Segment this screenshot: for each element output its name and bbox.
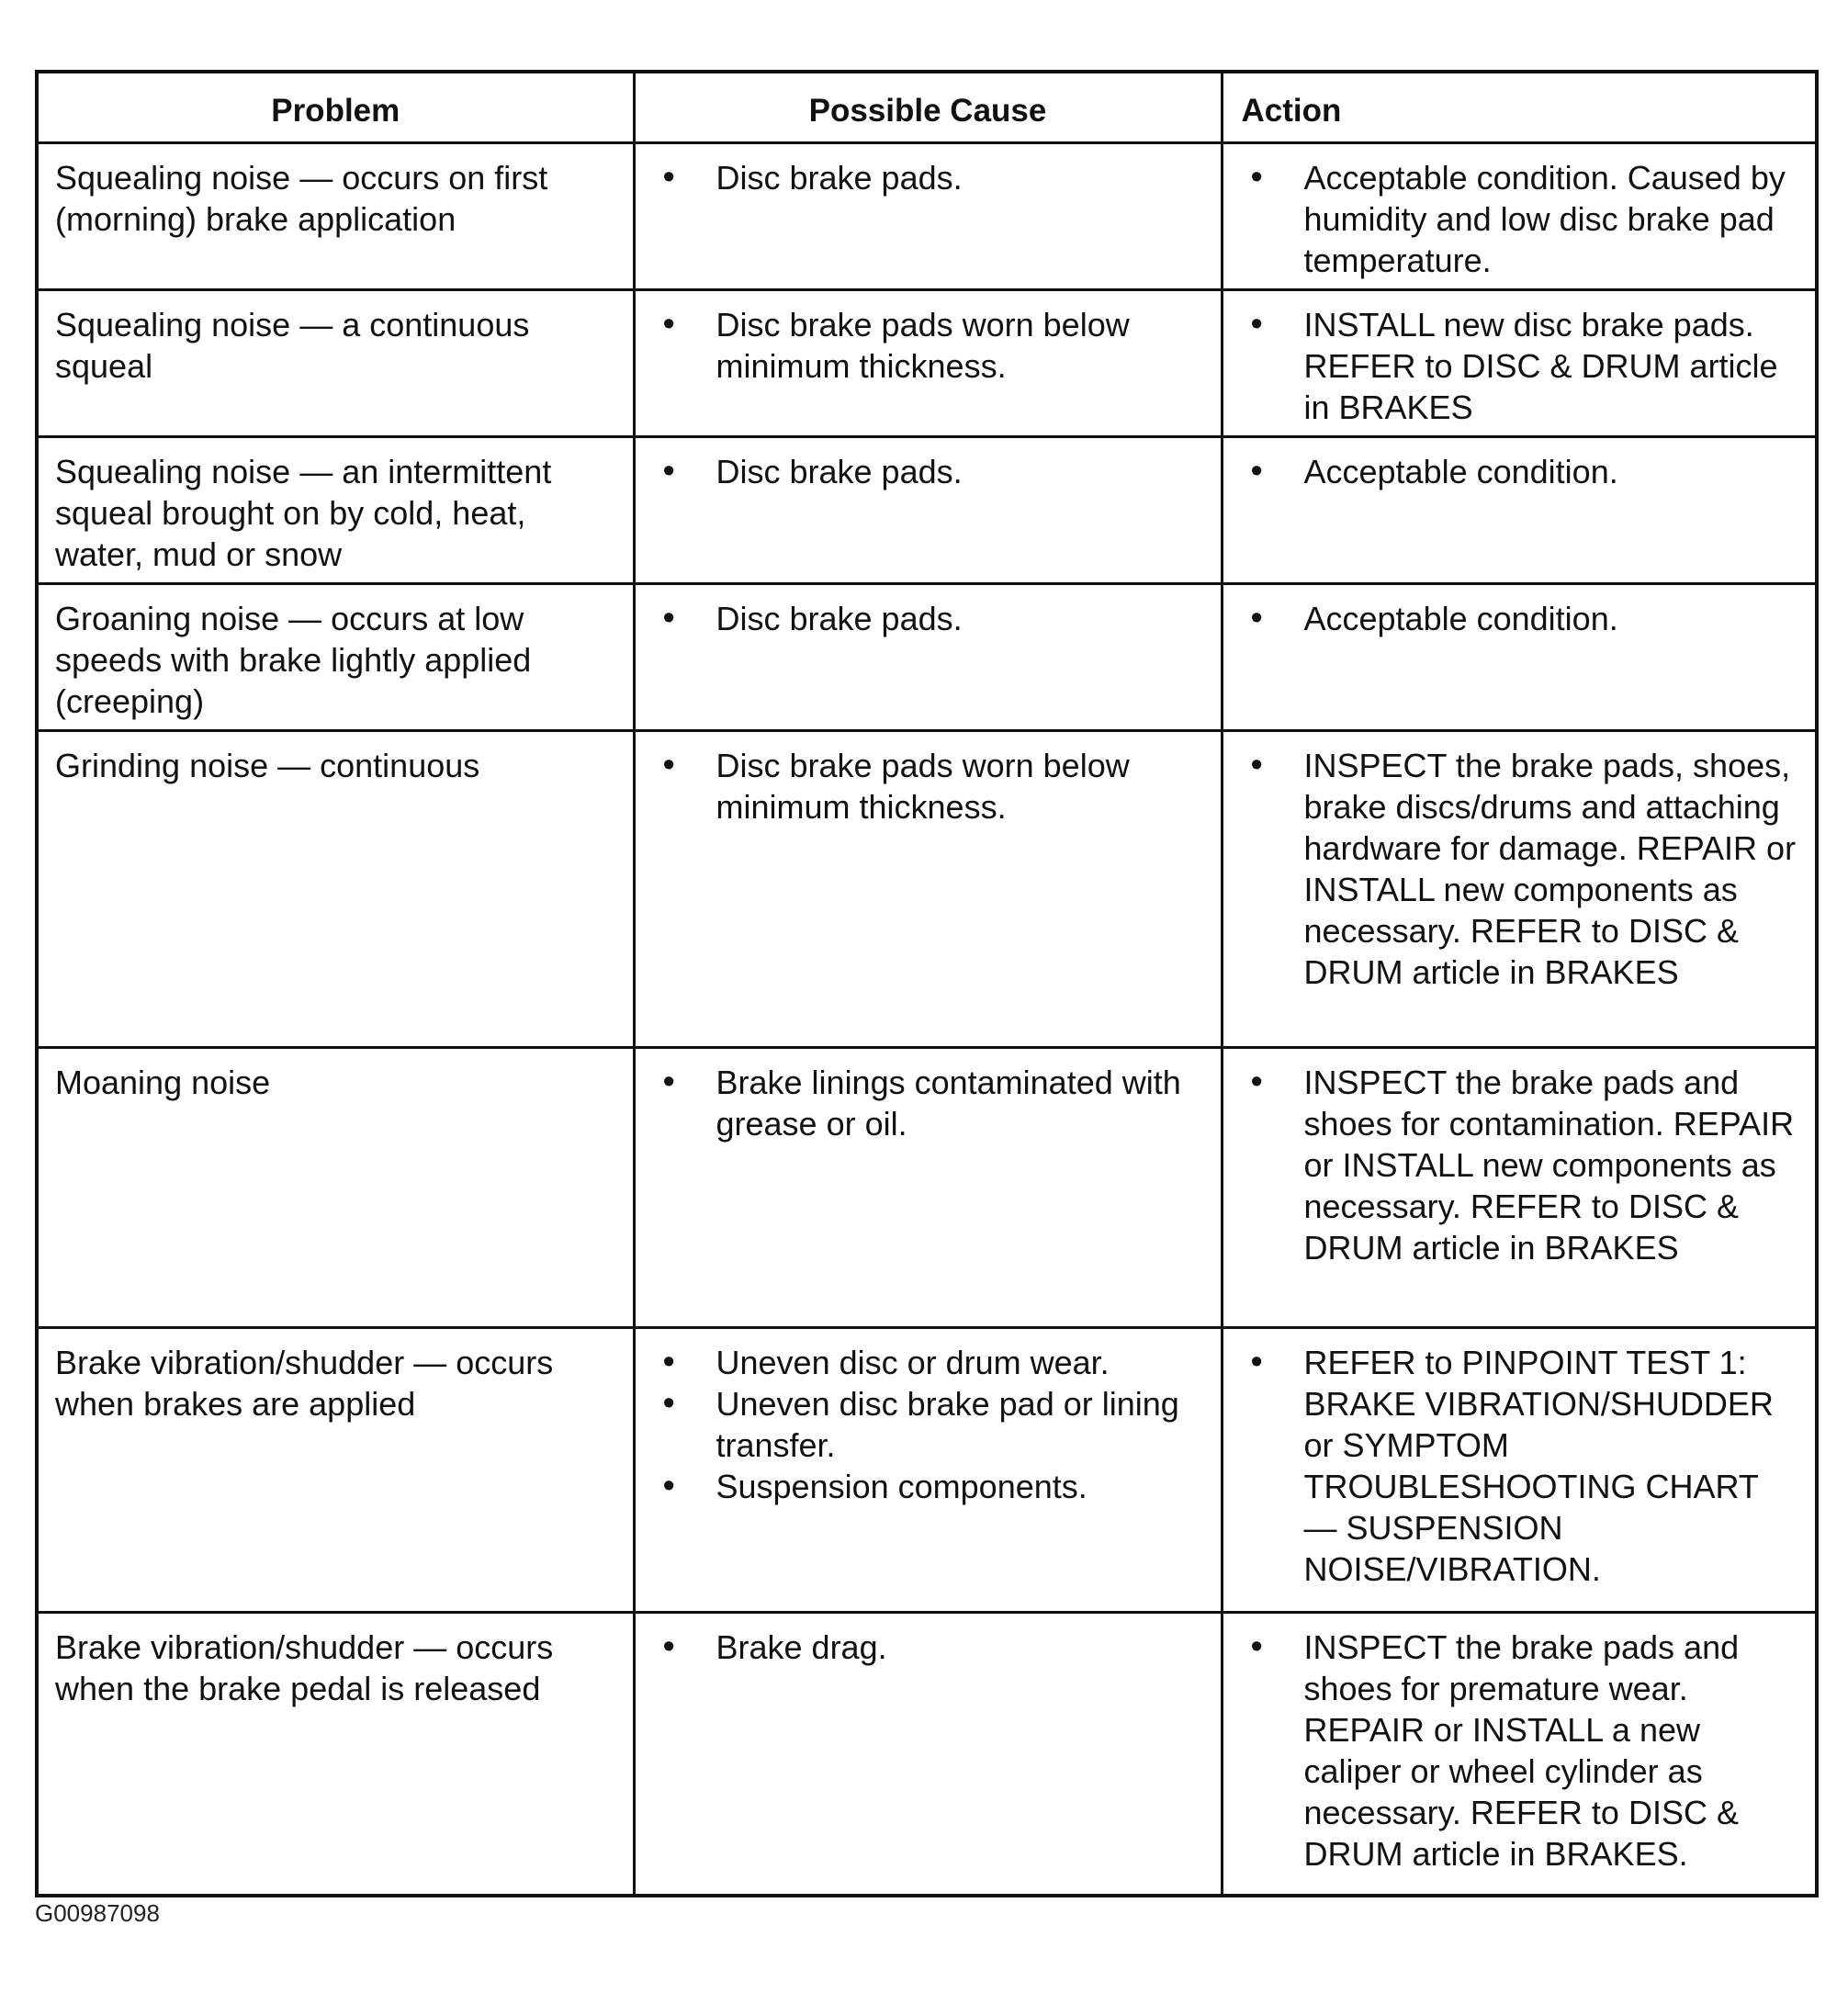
action-list bbox=[1240, 304, 1799, 428]
table-row bbox=[37, 584, 1817, 731]
cause-list bbox=[652, 157, 1204, 198]
cause-item: • Uneven disc or drum wear. bbox=[652, 1342, 1204, 1383]
possible-cause-cell bbox=[634, 1048, 1222, 1328]
cause-item: • Brake drag. bbox=[652, 1627, 1204, 1668]
action-list bbox=[1240, 598, 1799, 639]
action-cell bbox=[1222, 143, 1817, 290]
possible-cause-cell bbox=[634, 584, 1222, 731]
action-item: • INSTALL new disc brake pads. REFER to DISC & DRUM article in BRAKES bbox=[1240, 304, 1799, 428]
cause-list bbox=[652, 1062, 1204, 1144]
problem-cell: Squealing noise — occurs on first (morning) brake application bbox=[37, 143, 634, 290]
table-row bbox=[37, 1613, 1817, 1896]
possible-cause-cell bbox=[634, 290, 1222, 437]
header-problem: Problem bbox=[37, 72, 634, 143]
table-row bbox=[37, 1328, 1817, 1613]
action-item: • INSPECT the brake pads and shoes for contamination. REPAIR or INSTALL new components as necessary. REFER to DISC & DRUM article in BRAKES bbox=[1240, 1062, 1799, 1268]
action-item: • Acceptable condition. Caused by humidity and low disc brake pad temperature. bbox=[1240, 157, 1799, 281]
problem-cell: Squealing noise — an intermittent squeal brought on by cold, heat, water, mud or snow bbox=[37, 437, 634, 584]
cause-list bbox=[652, 598, 1204, 639]
action-cell bbox=[1222, 731, 1817, 1048]
cause-item: • Uneven disc brake pad or lining transfer. bbox=[652, 1383, 1204, 1466]
diagnosis-table bbox=[35, 70, 1819, 1897]
possible-cause-cell bbox=[634, 437, 1222, 584]
action-item: • INSPECT the brake pads and shoes for premature wear. REPAIR or INSTALL a new caliper or wheel cylinder as necessary. REFER to DISC & DRUM article in BRAKES. bbox=[1240, 1627, 1799, 1875]
cause-list bbox=[652, 1342, 1204, 1507]
problem-cell: Moaning noise bbox=[37, 1048, 634, 1328]
cause-list bbox=[652, 304, 1204, 387]
possible-cause-cell bbox=[634, 143, 1222, 290]
cause-item: • Disc brake pads. bbox=[652, 157, 1204, 198]
table-row bbox=[37, 143, 1817, 290]
action-list bbox=[1240, 1342, 1799, 1590]
cause-item: • Disc brake pads. bbox=[652, 451, 1204, 492]
action-cell bbox=[1222, 437, 1817, 584]
problem-cell: Grinding noise — continuous bbox=[37, 731, 634, 1048]
action-item: • INSPECT the brake pads, shoes, brake discs/drums and attaching hardware for damage. REPAIR or INSTALL new components as necessary. REFER to DISC & DRUM article in BRAKES bbox=[1240, 745, 1799, 993]
action-list bbox=[1240, 1062, 1799, 1268]
action-cell bbox=[1222, 584, 1817, 731]
action-item: • REFER to PINPOINT TEST 1: BRAKE VIBRATION/SHUDDER or SYMPTOM TROUBLESHOOTING CHART — SUSPENSION NOISE/VIBRATION. bbox=[1240, 1342, 1799, 1590]
action-list bbox=[1240, 745, 1799, 993]
problem-cell: Brake vibration/shudder — occurs when the brake pedal is released bbox=[37, 1613, 634, 1896]
possible-cause-cell bbox=[634, 731, 1222, 1048]
action-list bbox=[1240, 1627, 1799, 1875]
action-item: • Acceptable condition. bbox=[1240, 598, 1799, 639]
figure-id: G00987098 bbox=[35, 1899, 160, 1927]
action-list bbox=[1240, 157, 1799, 281]
action-cell bbox=[1222, 290, 1817, 437]
action-cell bbox=[1222, 1328, 1817, 1613]
table-body bbox=[37, 143, 1817, 1896]
action-item: • Acceptable condition. bbox=[1240, 451, 1799, 492]
table-row bbox=[37, 290, 1817, 437]
problem-cell: Squealing noise — a continuous squeal bbox=[37, 290, 634, 437]
cause-item: • Suspension components. bbox=[652, 1466, 1204, 1507]
cause-item: • Disc brake pads worn below minimum thickness. bbox=[652, 304, 1204, 387]
header-action: Action bbox=[1222, 72, 1817, 143]
table-row bbox=[37, 731, 1817, 1048]
header-possible-cause: Possible Cause bbox=[634, 72, 1222, 143]
table-row bbox=[37, 437, 1817, 584]
table-header-row bbox=[37, 72, 1817, 143]
problem-cell: Brake vibration/shudder — occurs when brakes are applied bbox=[37, 1328, 634, 1613]
action-cell bbox=[1222, 1048, 1817, 1328]
cause-list bbox=[652, 745, 1204, 828]
action-list bbox=[1240, 451, 1799, 492]
problem-cell: Groaning noise — occurs at low speeds with brake lightly applied (creeping) bbox=[37, 584, 634, 731]
action-cell bbox=[1222, 1613, 1817, 1896]
table-row bbox=[37, 1048, 1817, 1328]
possible-cause-cell bbox=[634, 1613, 1222, 1896]
cause-list bbox=[652, 1627, 1204, 1668]
cause-item: • Disc brake pads worn below minimum thickness. bbox=[652, 745, 1204, 828]
cause-list bbox=[652, 451, 1204, 492]
possible-cause-cell bbox=[634, 1328, 1222, 1613]
cause-item: • Disc brake pads. bbox=[652, 598, 1204, 639]
cause-item: • Brake linings contaminated with grease or oil. bbox=[652, 1062, 1204, 1144]
